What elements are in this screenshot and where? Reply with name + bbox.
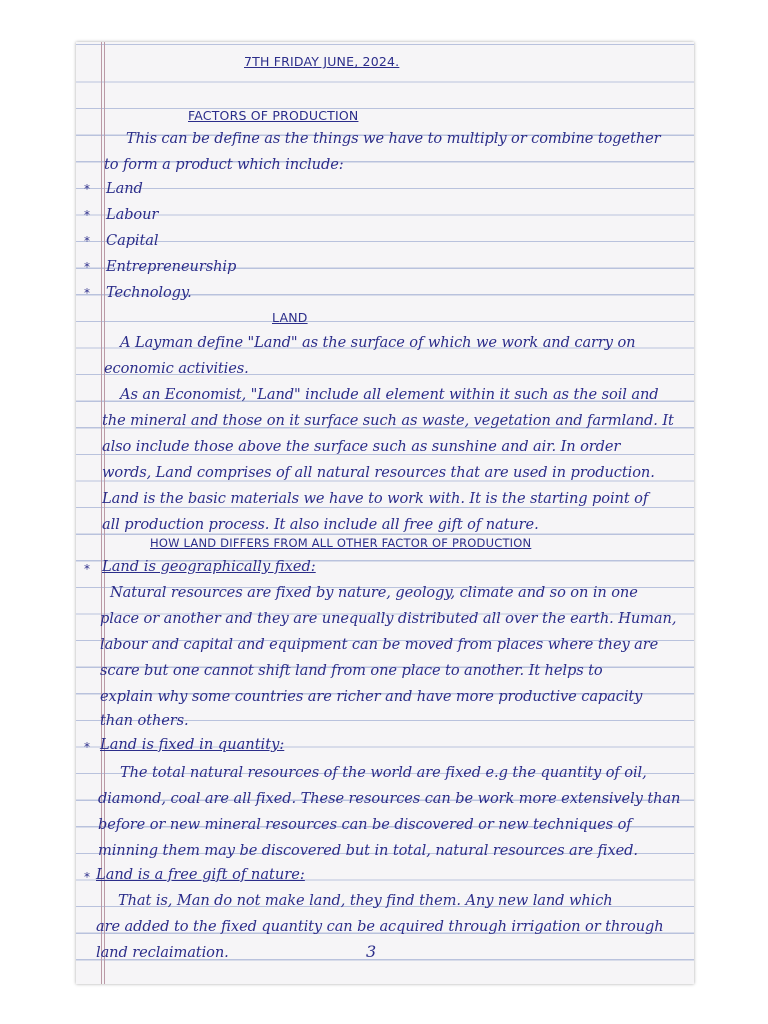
land-text-line: the mineral and those on it surface such as waste, vegetation and farmland. It — [102, 412, 674, 429]
factor-item: Entrepreneurship — [106, 258, 237, 275]
bullet-mark: * — [84, 870, 90, 884]
notebook-page — [76, 42, 694, 984]
point-text-line: before or new mineral resources can be discovered or new techniques of — [98, 816, 632, 833]
land-text-line: economic activities. — [104, 360, 249, 377]
factor-item: Labour — [106, 206, 159, 223]
section-heading-land: LAND — [272, 310, 308, 325]
bullet-mark: * — [84, 182, 90, 196]
bullet-mark: * — [84, 562, 90, 576]
intro-line: This can be define as the things we have to multiply or combine together — [126, 130, 661, 147]
section-heading-differs: HOW LAND DIFFERS FROM ALL OTHER FACTOR OF PRODUCTION — [150, 536, 532, 550]
point-text-line: scare but one cannot shift land from one place to another. It helps to — [100, 662, 603, 679]
point-title: Land is fixed in quantity: — [100, 736, 285, 753]
land-text-line: Land is the basic materials we have to work with. It is the starting point of — [102, 490, 649, 507]
land-text-line: also include those above the surface such as sunshine and air. In order — [102, 438, 621, 455]
page-date: 7TH FRIDAY JUNE, 2024. — [244, 54, 400, 69]
point-text-line: place or another and they are unequally distributed all over the earth. Human, — [100, 610, 677, 627]
bullet-mark: * — [84, 286, 90, 300]
point-text-line: explain why some countries are richer and have more productive capacity — [100, 688, 643, 705]
page-number: 3 — [366, 942, 377, 961]
bullet-mark: * — [84, 208, 90, 222]
bullet-mark: * — [84, 260, 90, 274]
land-text-line: all production process. It also include all free gift of nature. — [102, 516, 539, 533]
bullet-mark: * — [84, 740, 90, 754]
point-text-line: That is, Man do not make land, they find them. Any new land which — [118, 892, 613, 909]
land-text-line: As an Economist, "Land" include all element within it such as the soil and — [120, 386, 659, 403]
point-title: Land is geographically fixed: — [102, 558, 316, 575]
point-text-line: Natural resources are fixed by nature, geology, climate and so on in one — [110, 584, 638, 601]
bullet-mark: * — [84, 234, 90, 248]
point-text-line: The total natural resources of the world are fixed e.g the quantity of oil, — [120, 764, 647, 781]
point-text-line: minning them may be discovered but in total, natural resources are fixed. — [98, 842, 638, 859]
land-text-line: words, Land comprises of all natural resources that are used in production. — [102, 464, 655, 481]
point-text-line: land reclaimation. — [96, 944, 229, 961]
point-title: Land is a free gift of nature: — [96, 866, 305, 883]
point-text-line: than others. — [100, 712, 189, 729]
point-text-line: diamond, coal are all fixed. These resources can be work more extensively than — [98, 790, 681, 807]
page-title: FACTORS OF PRODUCTION — [188, 108, 359, 123]
intro-line: to form a product which include: — [104, 156, 344, 173]
factor-item: Capital — [106, 232, 159, 249]
factor-item: Technology. — [106, 284, 192, 301]
factor-item: Land — [106, 180, 143, 197]
land-text-line: A Layman define "Land" as the surface of which we work and carry on — [120, 334, 636, 351]
point-text-line: are added to the fixed quantity can be acquired through irrigation or through — [96, 918, 664, 935]
point-text-line: labour and capital and equipment can be moved from places where they are — [100, 636, 659, 653]
